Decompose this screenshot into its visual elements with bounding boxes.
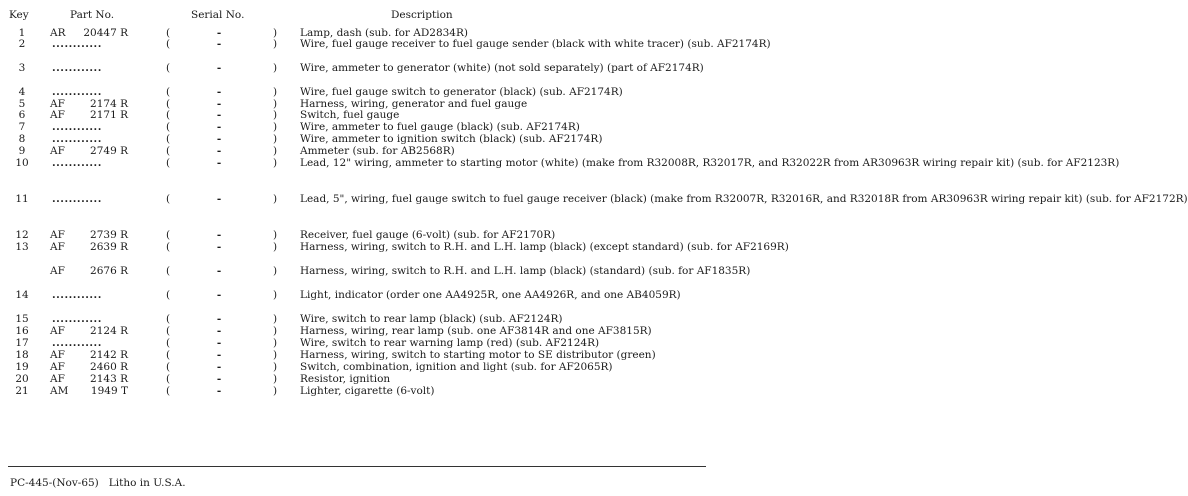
part-prefix: AF bbox=[50, 241, 65, 253]
description-text: Wire, fuel gauge receiver to fuel gauge sender (black with white tracer) (sub. AF2174R) bbox=[300, 38, 771, 50]
serial-dash: - bbox=[216, 86, 222, 98]
description-text: Ammeter (sub. for AB2568R) bbox=[300, 145, 455, 157]
description-text: Resistor, ignition bbox=[300, 373, 391, 385]
part-leader-dots: ............ bbox=[52, 337, 102, 349]
description-text: Harness, wiring, generator and fuel gauge bbox=[300, 98, 528, 110]
key-cell: 21 bbox=[15, 385, 29, 397]
serial-dash: - bbox=[216, 133, 222, 145]
serial-open-paren: ( bbox=[166, 349, 171, 361]
part-prefix: AM bbox=[50, 385, 69, 397]
key-cell: 17 bbox=[15, 337, 29, 349]
description-text: Switch, combination, ignition and light (sub. for AF2065R) bbox=[300, 361, 613, 373]
part-leader-dots: ............ bbox=[52, 313, 102, 325]
description-text: Lighter, cigarette (6-volt) bbox=[300, 385, 435, 397]
footer-rule bbox=[8, 466, 706, 467]
serial-dash: - bbox=[216, 325, 222, 337]
part-number: 2124 R bbox=[90, 325, 128, 337]
part-prefix: AF bbox=[50, 349, 65, 361]
description-text: Wire, switch to rear warning lamp (red) (sub. AF2124R) bbox=[300, 337, 600, 349]
serial-dash: - bbox=[216, 121, 222, 133]
part-number: 2639 R bbox=[90, 241, 128, 253]
key-cell: 14 bbox=[15, 289, 29, 301]
key-cell: 13 bbox=[15, 241, 29, 253]
serial-open-paren: ( bbox=[166, 337, 171, 349]
key-cell: 16 bbox=[15, 325, 29, 337]
serial-dash: - bbox=[216, 109, 222, 121]
serial-close-paren: ) bbox=[273, 62, 278, 74]
description-text: Receiver, fuel gauge (6-volt) (sub. for AF2170R) bbox=[300, 229, 556, 241]
key-cell: 19 bbox=[15, 361, 29, 373]
serial-close-paren: ) bbox=[273, 373, 278, 385]
serial-close-paren: ) bbox=[273, 229, 278, 241]
serial-close-paren: ) bbox=[273, 349, 278, 361]
key-cell: 8 bbox=[18, 133, 26, 145]
part-leader-dots: ............ bbox=[52, 133, 102, 145]
part-prefix: AF bbox=[50, 109, 65, 121]
key-cell: 3 bbox=[18, 62, 26, 74]
key-cell: 5 bbox=[18, 98, 26, 110]
key-cell: 6 bbox=[18, 109, 26, 121]
serial-open-paren: ( bbox=[166, 373, 171, 385]
description-text: Lamp, dash (sub. for AD2834R) bbox=[300, 27, 468, 39]
description-text: Harness, wiring, switch to starting motor to SE distributor (green) bbox=[300, 349, 656, 361]
description-text: Wire, switch to rear lamp (black) (sub. AF2124R) bbox=[300, 313, 563, 325]
part-leader-dots: ............ bbox=[52, 86, 102, 98]
serial-dash: - bbox=[216, 193, 222, 205]
description-text: Lead, 12" wiring, ammeter to starting motor (white) (make from R32008R, R32017R, and R32022R from AR30963R wiring repair kit) (sub. for AF2123R) bbox=[300, 157, 1120, 169]
part-leader-dots: ............ bbox=[52, 38, 102, 50]
serial-open-paren: ( bbox=[166, 98, 171, 110]
part-number: 2142 R bbox=[90, 349, 128, 361]
serial-open-paren: ( bbox=[166, 157, 171, 169]
serial-dash: - bbox=[216, 229, 222, 241]
serial-dash: - bbox=[216, 337, 222, 349]
serial-open-paren: ( bbox=[166, 313, 171, 325]
serial-dash: - bbox=[216, 385, 222, 397]
key-cell: 7 bbox=[18, 121, 26, 133]
key-cell: 9 bbox=[18, 145, 26, 157]
serial-dash: - bbox=[216, 349, 222, 361]
part-number: 20447 R bbox=[83, 27, 128, 39]
key-cell: 11 bbox=[15, 193, 29, 205]
footer-litho: Litho in U.S.A. bbox=[108, 477, 186, 489]
serial-close-paren: ) bbox=[273, 265, 278, 277]
serial-dash: - bbox=[216, 265, 222, 277]
serial-close-paren: ) bbox=[273, 289, 278, 301]
part-number: 2676 R bbox=[90, 265, 128, 277]
description-text: Wire, ammeter to fuel gauge (black) (sub. AF2174R) bbox=[300, 121, 580, 133]
key-cell: 15 bbox=[15, 313, 29, 325]
serial-open-paren: ( bbox=[166, 27, 171, 39]
serial-open-paren: ( bbox=[166, 241, 171, 253]
serial-dash: - bbox=[216, 98, 222, 110]
serial-close-paren: ) bbox=[273, 325, 278, 337]
part-number: 2171 R bbox=[90, 109, 128, 121]
header-key: Key bbox=[9, 9, 29, 21]
serial-close-paren: ) bbox=[273, 157, 278, 169]
serial-dash: - bbox=[216, 157, 222, 169]
serial-close-paren: ) bbox=[273, 193, 278, 205]
serial-open-paren: ( bbox=[166, 145, 171, 157]
serial-open-paren: ( bbox=[166, 229, 171, 241]
part-prefix: AF bbox=[50, 229, 65, 241]
description-text: Light, indicator (order one AA4925R, one AA4926R, and one AB4059R) bbox=[300, 289, 681, 301]
part-leader-dots: ............ bbox=[52, 62, 102, 74]
serial-open-paren: ( bbox=[166, 62, 171, 74]
serial-open-paren: ( bbox=[166, 86, 171, 98]
serial-open-paren: ( bbox=[166, 38, 171, 50]
part-leader-dots: ............ bbox=[52, 121, 102, 133]
part-number: 2749 R bbox=[90, 145, 128, 157]
serial-close-paren: ) bbox=[273, 385, 278, 397]
part-number: 1949 T bbox=[90, 385, 128, 397]
serial-open-paren: ( bbox=[166, 121, 171, 133]
serial-open-paren: ( bbox=[166, 325, 171, 337]
description-text: Harness, wiring, switch to R.H. and L.H. lamp (black) (except standard) (sub. for AF2169R) bbox=[300, 241, 789, 253]
part-prefix: AR bbox=[50, 27, 66, 39]
serial-dash: - bbox=[216, 373, 222, 385]
key-cell: 10 bbox=[15, 157, 29, 169]
description-text: Switch, fuel gauge bbox=[300, 109, 400, 121]
serial-close-paren: ) bbox=[273, 121, 278, 133]
serial-dash: - bbox=[216, 145, 222, 157]
serial-open-paren: ( bbox=[166, 385, 171, 397]
serial-close-paren: ) bbox=[273, 98, 278, 110]
serial-close-paren: ) bbox=[273, 86, 278, 98]
serial-open-paren: ( bbox=[166, 289, 171, 301]
part-leader-dots: ............ bbox=[52, 193, 102, 205]
serial-dash: - bbox=[216, 62, 222, 74]
serial-open-paren: ( bbox=[166, 109, 171, 121]
key-cell: 18 bbox=[15, 349, 29, 361]
serial-open-paren: ( bbox=[166, 193, 171, 205]
part-prefix: AF bbox=[50, 373, 65, 385]
serial-close-paren: ) bbox=[273, 133, 278, 145]
part-number: 2174 R bbox=[90, 98, 128, 110]
part-number: 2143 R bbox=[90, 373, 128, 385]
description-text: Harness, wiring, rear lamp (sub. one AF3814R and one AF3815R) bbox=[300, 325, 652, 337]
serial-open-paren: ( bbox=[166, 265, 171, 277]
description-text: Wire, ammeter to generator (white) (not sold separately) (part of AF2174R) bbox=[300, 62, 704, 74]
key-cell: 4 bbox=[18, 86, 26, 98]
serial-close-paren: ) bbox=[273, 109, 278, 121]
key-cell: 20 bbox=[15, 373, 29, 385]
key-cell: 2 bbox=[18, 38, 26, 50]
part-prefix: AF bbox=[50, 265, 65, 277]
part-prefix: AF bbox=[50, 98, 65, 110]
serial-close-paren: ) bbox=[273, 313, 278, 325]
part-leader-dots: ............ bbox=[52, 289, 102, 301]
serial-close-paren: ) bbox=[273, 27, 278, 39]
serial-close-paren: ) bbox=[273, 337, 278, 349]
part-prefix: AF bbox=[50, 145, 65, 157]
footer-code: PC-445-(Nov-65) bbox=[10, 477, 99, 489]
serial-close-paren: ) bbox=[273, 241, 278, 253]
part-number: 2460 R bbox=[90, 361, 128, 373]
header-part-no: Part No. bbox=[70, 9, 115, 21]
serial-dash: - bbox=[216, 313, 222, 325]
serial-close-paren: ) bbox=[273, 145, 278, 157]
part-number: 2739 R bbox=[90, 229, 128, 241]
footer bbox=[10, 477, 186, 489]
part-prefix: AF bbox=[50, 361, 65, 373]
description-text: Wire, fuel gauge switch to generator (black) (sub. AF2174R) bbox=[300, 86, 623, 98]
part-leader-dots: ............ bbox=[52, 157, 102, 169]
serial-dash: - bbox=[216, 289, 222, 301]
serial-open-paren: ( bbox=[166, 133, 171, 145]
key-cell: 1 bbox=[18, 27, 26, 39]
header-serial-no: Serial No. bbox=[191, 9, 245, 21]
serial-close-paren: ) bbox=[273, 361, 278, 373]
serial-close-paren: ) bbox=[273, 38, 278, 50]
description-text: Harness, wiring, switch to R.H. and L.H. lamp (black) (standard) (sub. for AF1835R) bbox=[300, 265, 751, 277]
description-text: Wire, ammeter to ignition switch (black) (sub. AF2174R) bbox=[300, 133, 603, 145]
serial-dash: - bbox=[216, 361, 222, 373]
part-prefix: AF bbox=[50, 325, 65, 337]
serial-dash: - bbox=[216, 27, 222, 39]
serial-dash: - bbox=[216, 38, 222, 50]
header-description: Description bbox=[391, 9, 453, 21]
serial-dash: - bbox=[216, 241, 222, 253]
key-cell: 12 bbox=[15, 229, 29, 241]
description-text: Lead, 5", wiring, fuel gauge switch to fuel gauge receiver (black) (make from R32007R, R32016R, and R32018R from AR30963R wiring repair kit) (sub. for AF2172R) bbox=[300, 193, 1188, 205]
serial-open-paren: ( bbox=[166, 361, 171, 373]
